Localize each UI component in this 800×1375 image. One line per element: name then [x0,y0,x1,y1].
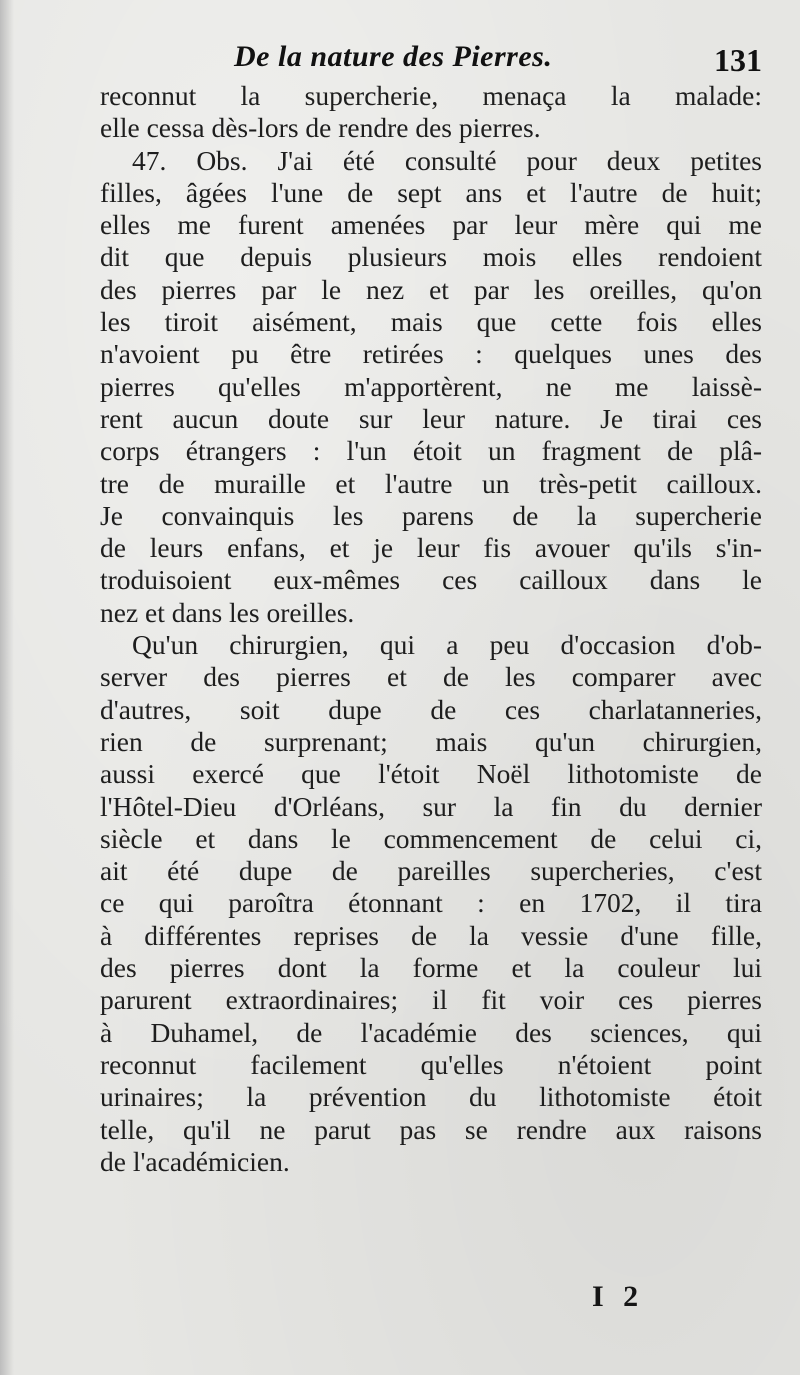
text-line: elles me furent amenées par leur mère qui me [100,209,762,241]
page-gutter-shadow [0,0,14,1375]
text-line: l'Hôtel-Dieu d'Orléans, sur la fin du dernier [100,790,762,822]
text-line: nez et dans les oreilles. [100,596,355,628]
text-line: dit que depuis plusieurs mois elles rendoient [100,241,762,273]
text-line: corps étrangers : l'un étoit un fragment de plâ- [100,435,762,467]
text-line: des pierres par le nez et par les oreilles, qu'on [100,273,762,305]
text-line: des pierres dont la forme et la couleur lui [100,952,762,984]
text-line: tre de muraille et l'autre un très-petit cailloux. [100,467,762,499]
text-line: rien de surprenant; mais qu'un chirurgien, [100,725,762,757]
text-line: les tiroit aisément, mais que cette fois elles [100,306,762,338]
text-line: de leurs enfans, et je leur fis avouer qu'ils s'in- [100,532,762,564]
text-line: ait été dupe de pareilles supercheries, c'est [100,855,762,887]
text-line: urinaires; la prévention du lithotomiste étoit [100,1081,762,1113]
text-line: à différentes reprises de la vessie d'une fille, [100,919,762,951]
text-line: 47. Obs. J'ai été consulté pour deux petites [132,144,762,176]
text-line: n'avoient pu être retirées : quelques unes des [100,338,762,370]
text-line: server des pierres et de les comparer avec [100,661,762,693]
text-line: elle cessa dès-lors de rendre des pierres. [100,112,541,144]
text-line: Qu'un chirurgien, qui a peu d'occasion d'ob- [132,629,762,661]
text-line: siècle et dans le commencement de celui ci, [100,822,762,854]
text-line: Je convainquis les parens de la supercherie [100,499,762,531]
text-line: reconnut la supercherie, menaça la malade: [100,80,762,111]
text-line: parurent extraordinaires; il fit voir ces pierres [100,984,762,1016]
body-text [100,80,762,1178]
page-number: 131 [714,42,762,78]
text-line: aussi exercé que l'étoit Noël lithotomiste de [100,758,762,790]
text-line: de l'académicien. [100,1145,290,1177]
page-header [100,40,762,80]
text-line: reconnut facilement qu'elles n'étoient point [100,1048,762,1080]
text-line: rent aucun doute sur leur nature. Je tirai ces [100,402,762,434]
text-line: pierres qu'elles m'apportèrent, ne me laissè- [100,370,762,402]
running-title: De la nature des Pierres. [234,40,553,73]
text-line: d'autres, soit dupe de ces charlatanneries, [100,693,762,725]
text-line: filles, âgées l'une de sept ans et l'autre de huit; [100,176,762,208]
text-line: à Duhamel, de l'académie des sciences, qui [100,1016,762,1048]
text-line: ce qui paroîtra étonnant : en 1702, il tira [100,887,762,919]
signature-mark: I 2 [592,1280,645,1313]
text-line: telle, qu'il ne parut pas se rendre aux raisons [100,1113,762,1145]
text-line: troduisoient eux-mêmes ces cailloux dans le [100,564,762,596]
